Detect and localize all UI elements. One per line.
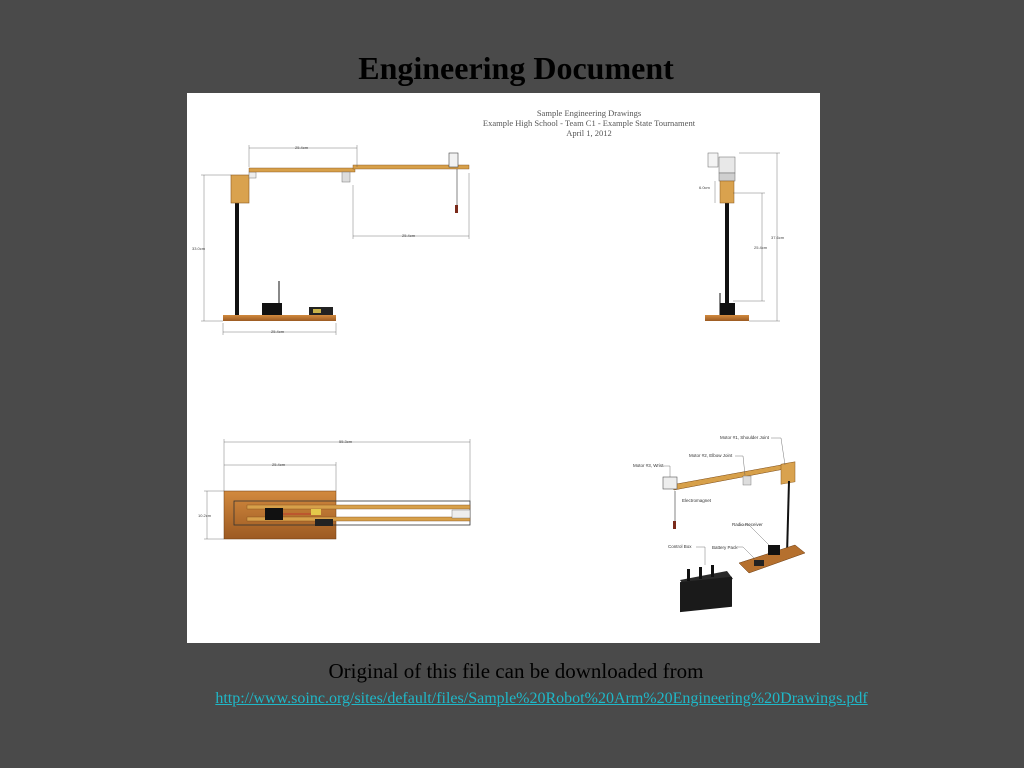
top-dim-width: 10.2cm <box>198 513 212 518</box>
slide-title: Engineering Document <box>358 50 674 86</box>
side-dim-right: 25.4cm <box>402 233 416 238</box>
iso-label-motor1: Motor #1, Shoulder Joint <box>720 435 770 440</box>
iso-label-electromagnet: Electromagnet <box>682 498 712 503</box>
top-dim-base: 25.4cm <box>272 462 286 467</box>
side-view <box>192 145 469 335</box>
iso-label-motor3: Motor #3, Wrist <box>633 463 664 468</box>
iso-label-battery-pack: Battery Pack <box>712 545 738 550</box>
iso-label-radio-receiver: Radio Receiver <box>732 522 763 527</box>
side-dim-height: 33.0cm <box>192 246 206 251</box>
side-dim-base: 25.4cm <box>271 329 285 334</box>
side-radio-receiver <box>262 303 282 315</box>
side-dim-top: 25.4cm <box>295 145 309 150</box>
engineering-drawing-sheet <box>187 93 820 643</box>
side-mast <box>235 203 239 315</box>
top-dim-total: 55.3cm <box>339 439 353 444</box>
source-link[interactable]: http://www.soinc.org/sites/default/files/Sample%20Robot%20Arm%20Engineering%20Drawings.pdf <box>215 690 868 707</box>
iso-label-control-box: Control Box <box>668 544 692 549</box>
front-view <box>699 153 785 321</box>
drawing-header-team: Example High School - Team C1 - Example State Tournament <box>482 118 696 128</box>
footer-text: Original of this file can be downloaded from <box>328 659 704 683</box>
drawing-header-date: April 1, 2012 <box>566 128 612 138</box>
isometric-view <box>633 435 805 612</box>
iso-label-motor2: Motor #2, Elbow Joint <box>689 453 733 458</box>
drawing-views <box>187 93 820 643</box>
front-dim-top: 6.0cm <box>699 185 710 190</box>
side-upper-arm <box>249 168 355 172</box>
side-shoulder-block <box>231 175 249 203</box>
drawing-header-title: Sample Engineering Drawings <box>536 108 642 118</box>
top-view <box>198 439 470 539</box>
front-dim-total: 37.6cm <box>771 235 785 240</box>
side-base <box>223 315 336 321</box>
front-dim-mast: 25.4cm <box>754 245 768 250</box>
